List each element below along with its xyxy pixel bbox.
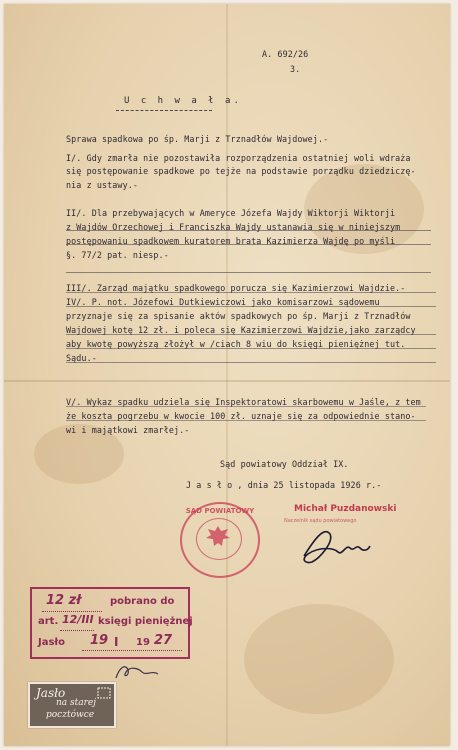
underline — [66, 362, 436, 363]
body-line: z Wajdów Orzechowej i Franciszka Wajdy ustanawia się w niniejszym — [66, 222, 401, 232]
receipt-amount: 12 zł — [46, 593, 82, 608]
body-line: Wajdowej kotę 12 zł. i poleca się Kazimierzowi Wajdzie,jako zarządcy — [66, 325, 416, 335]
underline — [66, 292, 436, 293]
judge-title-stamp: Naczelnik sądu powiatowego — [284, 518, 357, 524]
receipt-place: Jasło — [38, 637, 66, 648]
body-line: nia z ustawy.- — [66, 180, 138, 190]
body-line: I/. Gdy zmarła nie pozostawiła rozporządzenia ostatniej woli wdraża — [66, 153, 411, 163]
receipt-stamp — [30, 587, 193, 659]
logo-line2: na starej — [56, 698, 97, 708]
body-line: Sądu.- — [66, 353, 97, 363]
receipt-art-number: 12/III — [62, 613, 94, 626]
seal-text: SĄD POWIATOWY — [185, 507, 255, 515]
reference-number: A. 692/26 — [262, 49, 309, 59]
judge-name-stamp: Michał Puzdanowski — [294, 504, 397, 514]
receipt-day: 19 — [90, 633, 109, 648]
document-page — [4, 4, 450, 746]
receipt-dotted-line — [60, 630, 94, 631]
eagle-emblem-icon — [202, 522, 234, 552]
title-underline — [116, 110, 212, 111]
body-line: aby kwotę powyższą złożył w /ciach 8 wiu do księgi pieniężnej tut. — [66, 339, 406, 349]
paper-stain — [244, 604, 394, 714]
body-line: postępowaniu spadkowem kuratorem brata Kazimierza Wajdę po myśli — [66, 236, 396, 246]
stamp-icon — [97, 687, 111, 699]
body-line: II/. Dla przebywających w Ameryce Józefa Wajdy Wiktorji Wiktorji — [66, 208, 396, 218]
underline — [66, 420, 426, 421]
body-line: §. 77/2 pat. niesp.- — [66, 250, 169, 260]
court-seal-stamp — [180, 502, 260, 578]
body-line: IV/. P. not. Józefowi Dutkiewiczowi jako komisarzowi sądowemu — [66, 297, 380, 307]
underline — [66, 348, 436, 349]
receipt-dotted-line — [42, 611, 102, 612]
underline — [66, 272, 431, 273]
document-title: U c h w a ł a. — [124, 96, 242, 106]
place-and-date: J a s ł o , dnia 25 listopada 1926 r.- — [186, 480, 382, 490]
logo-line1: Jasło — [36, 686, 66, 700]
court-division: Sąd powiatowy Oddział IX. — [220, 459, 349, 469]
receipt-ledger-label: księgi pieniężnej — [98, 616, 193, 627]
receipt-year: 27 — [154, 633, 173, 648]
receipt-month: I — [114, 635, 119, 649]
underline — [66, 334, 436, 335]
underline — [66, 230, 431, 231]
receipt-dotted-line — [82, 650, 182, 651]
body-line: się postępowanie spadkowe po tejże na podstawie porządku dziedziczę- — [66, 166, 416, 176]
watermark-logo — [28, 682, 116, 728]
receipt-year-prefix: 19 — [136, 637, 150, 648]
logo-line3: pocztówce — [46, 710, 95, 720]
initials-scribble — [112, 660, 162, 684]
body-line: V/. Wykaz spadku udziela się Inspektoratowi skarbowemu w Jaśle, z tem — [66, 397, 421, 407]
body-line: przyznaje się za spisanie aktów spadkowych po śp. Marji z Trznadłów — [66, 311, 411, 321]
body-line: że koszta pogrzebu w kwocie 100 zł. uznaje się za odpowiednie stano- — [66, 411, 416, 421]
receipt-received-label: pobrano do — [110, 596, 175, 607]
body-line: wi i majątkowi zmarłej.- — [66, 425, 190, 435]
underline — [66, 244, 431, 245]
body-line: III/. Zarząd majątku spadkowego porucza się Kazimierzowi Wajdzie.- — [66, 283, 406, 293]
underline — [66, 306, 436, 307]
reference-page: 3. — [290, 64, 301, 74]
underline — [66, 406, 426, 407]
body-line: Sprawa spadkowa po śp. Marji z Trznadłów Wajdowej.- — [66, 134, 329, 144]
handwritten-signature — [294, 522, 374, 566]
paper-fold-vertical — [226, 4, 228, 746]
receipt-art-prefix: art. — [38, 616, 59, 627]
